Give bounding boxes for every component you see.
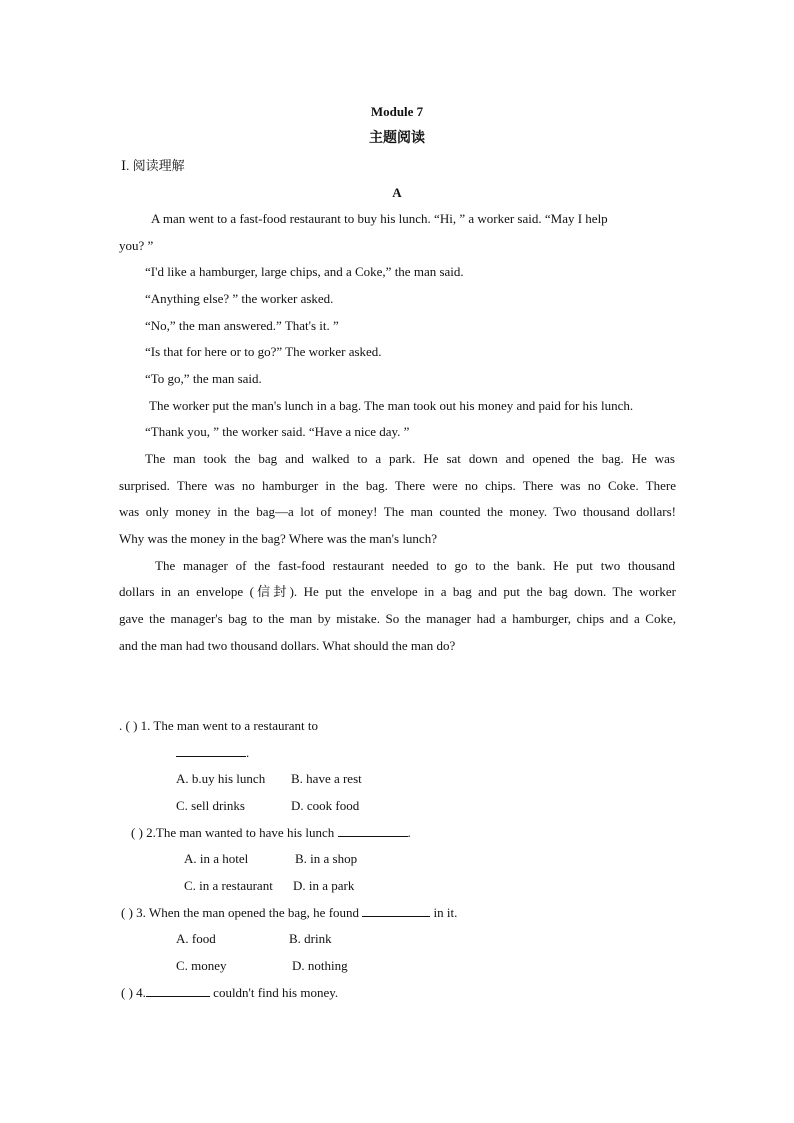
option-b: B. have a rest xyxy=(291,771,362,786)
question-2-stem xyxy=(131,824,411,841)
question-3-stem xyxy=(121,904,457,921)
passage-line: The manager of the fast-food restaurant needed to go to the bank. He put two thousand xyxy=(155,558,675,573)
page-subtitle: 主题阅读 xyxy=(369,131,425,146)
option-a: A. in a hotel xyxy=(184,851,249,866)
option-b: B. in a shop xyxy=(295,851,358,866)
answer-blank[interactable] xyxy=(146,984,210,997)
passage-line: A man went to a fast-food restaurant to buy his lunch. “Hi, ” a worker said. “May I help xyxy=(151,211,608,226)
answer-blank[interactable] xyxy=(362,904,430,917)
passage-label: A xyxy=(392,185,402,200)
question-3-end: in it. xyxy=(433,905,458,920)
module-title: Module 7 xyxy=(370,104,424,119)
passage-line: you? ” xyxy=(119,238,154,253)
option-a: A. food xyxy=(176,931,216,946)
section-heading: Ⅰ. 阅读理解 xyxy=(121,158,185,173)
question-1-blank-line xyxy=(176,744,249,761)
option-d: D. cook food xyxy=(291,798,360,813)
question-4-stem xyxy=(121,984,338,1001)
passage-line: “I'd like a hamburger, large chips, and a Coke,” the man said. xyxy=(145,264,464,279)
option-d: D. in a park xyxy=(293,878,355,893)
option-c: C. sell drinks xyxy=(176,798,245,813)
passage-line: Why was the money in the bag? Where was the man's lunch? xyxy=(119,531,437,546)
passage-line: “No,” the man answered.” That's it. ” xyxy=(145,318,339,333)
question-4-text: ( ) 4. xyxy=(121,985,146,1000)
passage-line: and the man had two thousand dollars. What should the man do? xyxy=(119,638,456,653)
answer-blank[interactable] xyxy=(176,744,246,757)
question-3-text: ( ) 3. When the man opened the bag, he found xyxy=(121,905,360,920)
passage-line: dollars in an envelope (信封). He put the envelope in a bag and put the bag down. The worker xyxy=(119,584,676,599)
passage-line: “Anything else? ” the worker asked. xyxy=(145,291,334,306)
question-4-end: couldn't find his money. xyxy=(213,985,339,1000)
question-2-text: ( ) 2.The man wanted to have his lunch xyxy=(131,825,335,840)
passage-line: “To go,” the man said. xyxy=(145,371,262,386)
option-d: D. nothing xyxy=(292,958,348,973)
answer-blank[interactable] xyxy=(338,824,408,837)
passage-line: surprised. There was no hamburger in the bag. There were no chips. There was no Coke. There xyxy=(119,478,676,493)
question-2-end: . xyxy=(407,825,411,840)
passage-line: gave the manager's bag to the man by mistake. So the manager had a hamburger, chips and a Coke, xyxy=(119,611,676,626)
passage-line: The man took the bag and walked to a park. He sat down and opened the bag. He was xyxy=(145,451,675,466)
option-c: C. money xyxy=(176,958,227,973)
option-a: A. b.uy his lunch xyxy=(176,771,266,786)
question-1-stem: . ( ) 1. The man went to a restaurant to xyxy=(119,718,319,733)
passage-line: was only money in the bag—a lot of money! The man counted the money. Two thousand dollars! xyxy=(119,504,676,519)
passage-line: “Is that for here or to go?” The worker asked. xyxy=(145,344,382,359)
option-c: C. in a restaurant xyxy=(184,878,273,893)
passage-line: “Thank you, ” the worker said. “Have a nice day. ” xyxy=(145,424,410,439)
passage-line: The worker put the man's lunch in a bag. The man took out his money and paid for his lunch. xyxy=(149,398,634,413)
question-1-end: . xyxy=(246,745,250,760)
option-b: B. drink xyxy=(289,931,332,946)
